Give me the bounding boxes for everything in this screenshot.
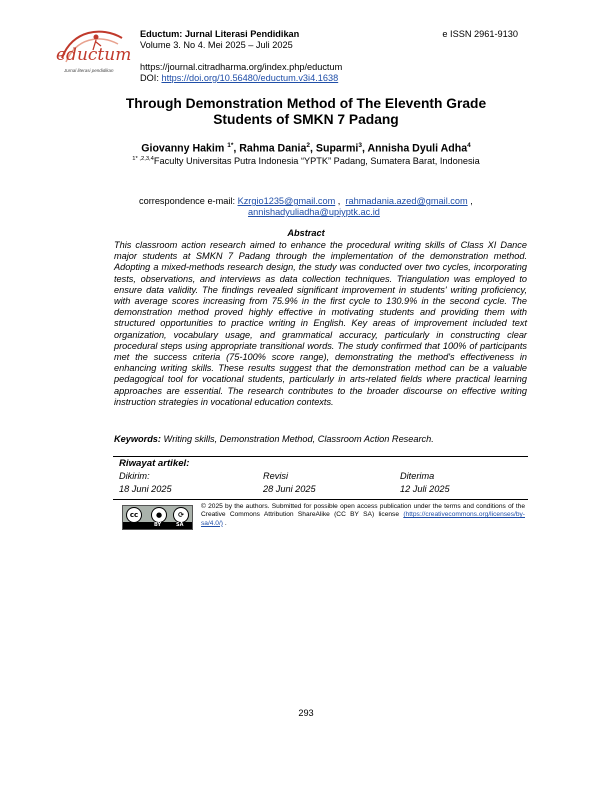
author-sup: 3 — [358, 142, 362, 149]
sa-label: SA — [176, 522, 184, 528]
license-statement: © 2025 by the authors. Submitted for possible open access publication under the terms and conditions of the Creative Commons Attribution ShareAlike (CC BY SA) license — [201, 503, 525, 519]
by-label: BY — [154, 522, 162, 528]
correspondence-line2 — [248, 207, 380, 217]
author-name: Suparmi — [315, 142, 359, 155]
revised-label: Revisi — [263, 471, 289, 481]
correspondence-label: correspondence e-mail: — [139, 196, 238, 206]
journal-logo — [52, 28, 130, 78]
email-link[interactable]: rahmadania.azed@gmail.com — [345, 196, 468, 206]
affiliation — [60, 156, 552, 166]
issn: e ISSN 2961-9130 — [442, 29, 518, 39]
revised-date: 28 Juni 2025 — [263, 484, 316, 494]
keywords-label: Keywords: — [114, 434, 161, 444]
email-link[interactable]: annishadyuliadha@upiyptk.ac.id — [248, 207, 380, 217]
correspondence: correspondence e-mail: Kzrgio1235@gmail.com , rahmadania.azed@gmail.com , — [139, 196, 473, 206]
logo-subtitle: Jurnal literasi pendidikan — [64, 68, 114, 73]
cc-icon: cc — [126, 507, 142, 523]
email-link[interactable]: Kzrgio1235@gmail.com — [237, 196, 336, 206]
keywords — [114, 434, 434, 444]
cc-license-badge[interactable] — [122, 505, 193, 530]
paper-title — [60, 96, 552, 129]
license-text — [201, 503, 525, 528]
journal-title: Eductum: Jurnal Literasi Pendidikan — [140, 29, 300, 39]
journal-doi — [140, 73, 338, 84]
doi-label: DOI: — [140, 73, 162, 83]
abstract-heading: Abstract — [287, 228, 325, 238]
author-name: Annisha Dyuli Adha — [367, 142, 468, 155]
logo-wordmark: eductum — [56, 45, 132, 65]
affiliation-sup: 1* ,2,3,4 — [132, 156, 154, 162]
abstract-body: This classroom action research aimed to enhance the procedural writing skills of Class XI Dance major students at SMKN 7 Padang through the implementation of the demonstration method. Adopting a mixed-methods research design, the study was conducted over two cycles, incorporating tests, observations, and interviews as data collection techniques. Triangulation was employed to ensure data validity. The findings revealed significant improvement in students' writing proficiency, with average scores increasing from 75.9% in the first cycle to 130.9% in the second cycle. The demonstration method proved highly effective in motivating students and providing them with structured opportunities to practice writing in English. Key areas of improvement included text organization, vocabulary usage, and grammatical accuracy, particularly in constructing clear procedural steps using appropriate transitional words. The study confirmed that 100% of participants met the success criteria (75-100% score range), demonstrating the method's effectiveness in enhancing writing skills. These results suggest that the demonstration method can be a valuable pedagogical tool for vocational students, particularly in arts-related fields where practical learning approaches are essential. The research contributes to the broader discourse on effective writing instruction strategies in vocational education contexts. — [114, 240, 527, 407]
journal-url[interactable]: https://journal.citradharma.org/index.php/eductum — [140, 62, 343, 72]
license-link[interactable]: (https://creativecommons.org/licenses/by-sa/4.0/) — [201, 511, 525, 527]
history-heading: Riwayat artikel: — [119, 458, 190, 469]
paper-title-line1: Through Demonstration Method of The Eleventh Grade — [125, 96, 487, 111]
article-history — [113, 456, 528, 500]
author-name: Rahma Dania — [239, 142, 307, 155]
sa-share-icon: ⟳ — [173, 507, 189, 523]
author-list: Giovanny Hakim $^{1*}$, Rahma Dania$^2$, Suparmi$^3$, Annisha Dyuli Adha$^4$ — [141, 142, 471, 155]
accepted-label: Diterima — [400, 471, 435, 481]
page-number: 293 — [298, 708, 314, 718]
author-sup: 2 — [306, 142, 311, 149]
license-tail: . — [223, 519, 227, 527]
affiliation-text: Faculty Universitas Putra Indonesia “YPTK” Padang, Sumatera Barat, Indonesia — [153, 156, 480, 167]
doi-link[interactable]: https://doi.org/10.56480/eductum.v3i4.1638 — [161, 73, 339, 83]
author-name: Giovanny Hakim — [141, 142, 225, 155]
by-person-icon: ● — [151, 507, 167, 523]
submitted-label: Dikirim: — [119, 471, 150, 481]
journal-volume: Volume 3. No 4. Mei 2025 – Juli 2025 — [140, 40, 293, 50]
submitted-date: 18 Juni 2025 — [119, 484, 172, 494]
accepted-date: 12 Juli 2025 — [400, 484, 450, 494]
paper-title-line2: Students of SMKN 7 Padang — [213, 112, 399, 128]
keywords-text: Writing skills, Demonstration Method, Classroom Action Research. — [160, 434, 434, 444]
author-sup: 4 — [467, 142, 471, 149]
author-sup: 1* — [227, 142, 234, 149]
